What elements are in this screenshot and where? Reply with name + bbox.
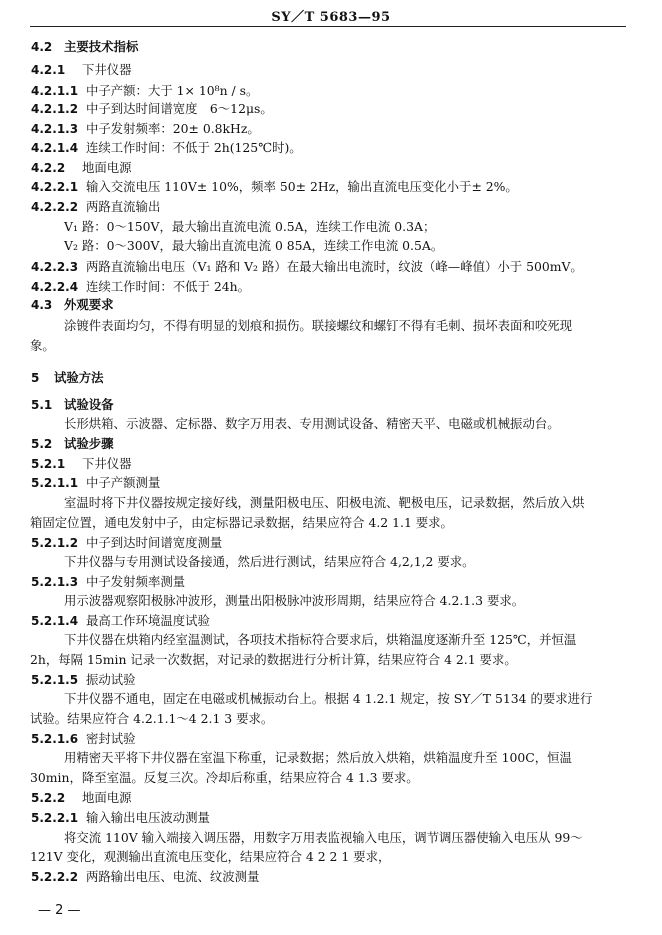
section-number: 5 [31, 371, 40, 385]
item-text: 两路直流输出电压（V₁ 路和 V₂ 路）在最大输出电流时，纹波（峰—峰值）小于 500mV。 [86, 259, 583, 274]
paragraph-text: 121V 变化，观测输出直流电压变化，结果应符合 4 2 2 1 要求， [30, 849, 391, 864]
item-title: 两路输出电压、电流、纹波测量 [86, 869, 260, 884]
item-text: 中子到达时间谱宽度 6～12μs。 [86, 101, 273, 116]
section-title: 地面电源 [82, 160, 132, 175]
v1-spec: V₁ 路：0～150V，最大输出直流电流 0.5A，连续工作电流 0.3A； [64, 219, 436, 234]
section-number: 4.2.1.2 [31, 102, 79, 116]
section-number: 4.2.1.4 [31, 141, 79, 155]
paragraph-text: 室温时将下井仪器按规定接好线，测量阳极电压、阳极电流、靶极电压，记录数据，然后放入烘 [64, 495, 585, 510]
section-number: 5.2.2 [31, 791, 66, 805]
item-title: 中子产额测量 [86, 475, 161, 490]
section-number: 4.2.2.1 [31, 180, 79, 194]
paragraph-text: 2h，每隔 15min 记录一次数据，对记录的数据进行分析计算，结果应符合 4 2.1 要求。 [30, 652, 517, 667]
paragraph-text: 涂镀件表面均匀，不得有明显的划痕和损伤。联接螺纹和螺钉不得有毛刺、损坏表面和咬死现 [64, 318, 573, 333]
paragraph-text: 将交流 110V 输入端接入调压器，用数字万用表监视输入电压，调节调压器使输入电压从 99～ [64, 830, 583, 845]
v2-spec: V₂ 路：0～300V，最大输出直流电流 0 85A，连续工作电流 0.5A。 [64, 238, 444, 253]
section-title: 下井仪器 [82, 62, 132, 77]
item-title: 中子发射频率测量 [86, 574, 186, 589]
paragraph-text: 下井仪器不通电，固定在电磁或机械振动台上。根据 4 1.2.1 规定，按 SY／T 5134 的要求进行 [64, 691, 593, 706]
item-text: 连续工作时间：不低于 24h。 [86, 279, 250, 294]
section-number: 5.2.1.6 [31, 732, 79, 746]
item-title: 中子到达时间谱宽度测量 [86, 535, 223, 550]
paragraph-text: 下井仪器与专用测试设备接通，然后进行测试，结果应符合 4,2,1,2 要求。 [64, 554, 475, 569]
section-number: 5.2.1.1 [31, 476, 79, 490]
item-title: 密封试验 [86, 731, 136, 746]
section-number: 5.2.1 [31, 457, 66, 471]
section-title: 试验设备 [64, 397, 114, 412]
item-text: 中子产额：大于 1× 10⁸n / s。 [86, 83, 259, 98]
paragraph-text: 下井仪器在烘箱内经室温测试，各项技术指标符合要求后，烘箱温度逐渐升至 125℃，并恒温 [64, 632, 577, 647]
item-text: 连续工作时间：不低于 2h(125℃时)。 [86, 140, 302, 155]
header-rule [30, 26, 626, 27]
section-title: 地面电源 [82, 790, 132, 805]
item-text: 中子发射频率：20± 0.8kHz。 [86, 121, 260, 136]
paragraph-text: 30min，降至室温。反复三次。冷却后称重，结果应符合 4 1.3 要求。 [30, 770, 419, 785]
section-number: 5.2.1.3 [31, 575, 79, 589]
item-title: 振动试验 [86, 672, 136, 687]
section-title: 试验方法 [54, 370, 104, 385]
item-text: 输入交流电压 110V± 10%，频率 50± 2Hz，输出直流电压变化小于± 2%。 [86, 179, 518, 194]
section-number: 4.2.1.1 [31, 84, 79, 98]
section-number: 4.2.2.2 [31, 200, 79, 214]
standard-header: SY／T 5683—95 [271, 10, 391, 25]
page-number: — 2 — [38, 903, 81, 918]
section-number: 4.2.2 [31, 161, 66, 175]
section-title: 试验步骤 [64, 436, 114, 451]
section-number: 4.2.1.3 [31, 122, 79, 136]
section-number: 5.2.2.2 [31, 870, 79, 884]
paragraph-text: 用精密天平将下井仪器在室温下称重，记录数据；然后放入烘箱，烘箱温度升至 100C，恒温 [64, 750, 572, 765]
section-number: 5.1 [31, 398, 53, 412]
section-number: 5.2 [31, 437, 53, 451]
item-text: 两路直流输出 [86, 199, 161, 214]
paragraph-text: 长形烘箱、示波器、定标器、数字万用表、专用测试设备、精密天平、电磁或机械振动台。 [64, 416, 560, 431]
paragraph-text: 试验。结果应符合 4.2.1.1～4 2.1 3 要求。 [30, 711, 274, 726]
item-title: 输入输出电压波动测量 [86, 810, 210, 825]
section-number: 4.2.2.3 [31, 260, 79, 274]
section-title: 外观要求 [64, 297, 114, 312]
section-number: 5.2.2.1 [31, 811, 79, 825]
section-number: 4.3 [31, 298, 53, 312]
paragraph-text: 象。 [30, 338, 55, 353]
section-number: 5.2.1.2 [31, 536, 79, 550]
item-title: 最高工作环境温度试验 [86, 613, 210, 628]
section-number: 5.2.1.5 [31, 673, 79, 687]
section-number: 4.2.1 [31, 63, 66, 77]
paragraph-text: 箱固定位置，通电发射中子，由定标器记录数据，结果应符合 4.2 1.1 要求。 [30, 515, 453, 530]
section-number: 4.2 [31, 40, 53, 54]
section-number: 4.2.2.4 [31, 280, 79, 294]
section-title: 下井仪器 [82, 456, 132, 471]
paragraph-text: 用示波器观察阳极脉冲波形，测量出阳极脉冲波形周期，结果应符合 4.2.1.3 要求。 [64, 593, 525, 608]
section-number: 5.2.1.4 [31, 614, 79, 628]
section-title: 主要技术指标 [64, 39, 139, 54]
